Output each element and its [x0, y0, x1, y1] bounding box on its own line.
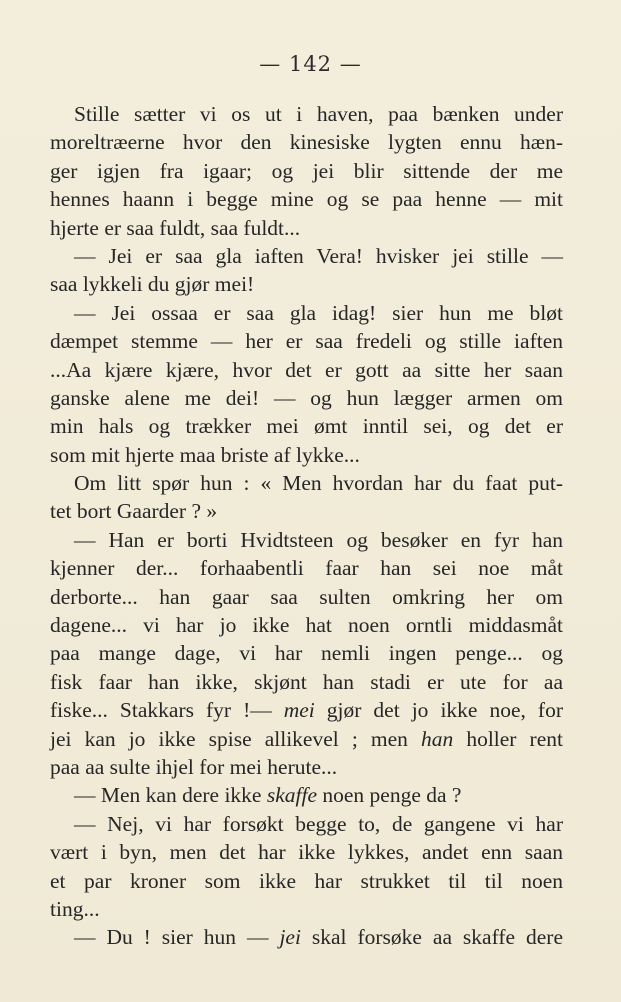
text-line: hennes haann i begge mine og se paa henne — mit [50, 187, 563, 212]
text-line [50, 923, 563, 951]
text-line: — Han er borti Hvidtsteen og besøker en fyr han [74, 527, 563, 552]
text-line: — Nej, vi har forsøkt begge to, de gangene vi har [74, 811, 563, 836]
text-line: vært i byn, men det har ikke lykkes, andet enn saan [50, 840, 563, 865]
italic-text: mei [283, 698, 315, 723]
text-line: fisk faar han ikke, skjønt han stadi er ute for aa [50, 669, 563, 694]
text-segment: holler rent [453, 726, 563, 751]
text-line: paa aa sulte ihjel for mei herute... [50, 754, 338, 779]
text-line: paa mange dage, vi har nemli ingen penge... og [50, 641, 563, 666]
text-line: som mit hjerte maa briste af lykke... [50, 442, 360, 467]
text-line: moreltræerne hvor den kinesiske lygten ennu hæn- [50, 130, 563, 155]
text-line: — Jei er saa gla iaften Vera! hvisker jei stille — [74, 243, 563, 268]
text-line: saa lykkeli du gjør mei! [50, 272, 255, 297]
text-segment: — Men kan dere ikke [74, 783, 267, 808]
text-line: derborte... han gaar saa sulten omkring her om [50, 584, 563, 609]
body-text [50, 100, 563, 952]
text-segment: gjør det jo ikke noe, for [314, 698, 563, 723]
text-line: dagene... vi har jo ikke hat noen orntli middasmåt [50, 613, 563, 638]
text-line: ting... [50, 896, 100, 921]
italic-text: han [420, 726, 454, 751]
text-line: tet bort Gaarder ? » [50, 499, 218, 524]
text-line: hjerte er saa fuldt, saa fuldt... [50, 215, 301, 240]
text-line [50, 725, 563, 753]
text-segment: skal forsøke aa skaffe dere [300, 925, 564, 950]
italic-text: jei [279, 925, 301, 950]
text-segment: — Du ! sier hun — [74, 925, 280, 950]
text-line [50, 781, 563, 809]
text-line: Stille sætter vi os ut i haven, paa bænken under [74, 102, 563, 126]
text-line: dæmpet stemme — her er saa fredeli og stille iaften [50, 329, 563, 354]
text-line [50, 696, 563, 724]
text-segment: fiske... Stakkars fyr !— [50, 698, 284, 723]
text-line: kjenner der... forhaabentli faar han sei noe måt [50, 556, 563, 581]
italic-text: skaffe [266, 783, 317, 808]
page-number: — 142 — [259, 52, 362, 76]
text-line: ...Aa kjære kjære, hvor det er gott aa sitte her saan [50, 357, 563, 382]
text-line: et par kroner som ikke har strukket til til noen [50, 868, 563, 893]
text-line: ger igjen fra igaar; og jei blir sittende der me [50, 158, 563, 183]
text-line: — Jei ossaa er saa gla idag! sier hun me bløt [74, 300, 563, 325]
text-segment: jei kan jo ikke spise allikevel ; men [50, 726, 421, 751]
text-segment: noen penge da ? [317, 783, 462, 808]
text-line: min hals og trækker mei ømt inntil sei, og det er [50, 414, 563, 439]
text-line: Om litt spør hun : « Men hvordan har du faat put- [74, 471, 563, 496]
text-line: ganske alene me dei! — og hun lægger armen om [50, 385, 563, 410]
